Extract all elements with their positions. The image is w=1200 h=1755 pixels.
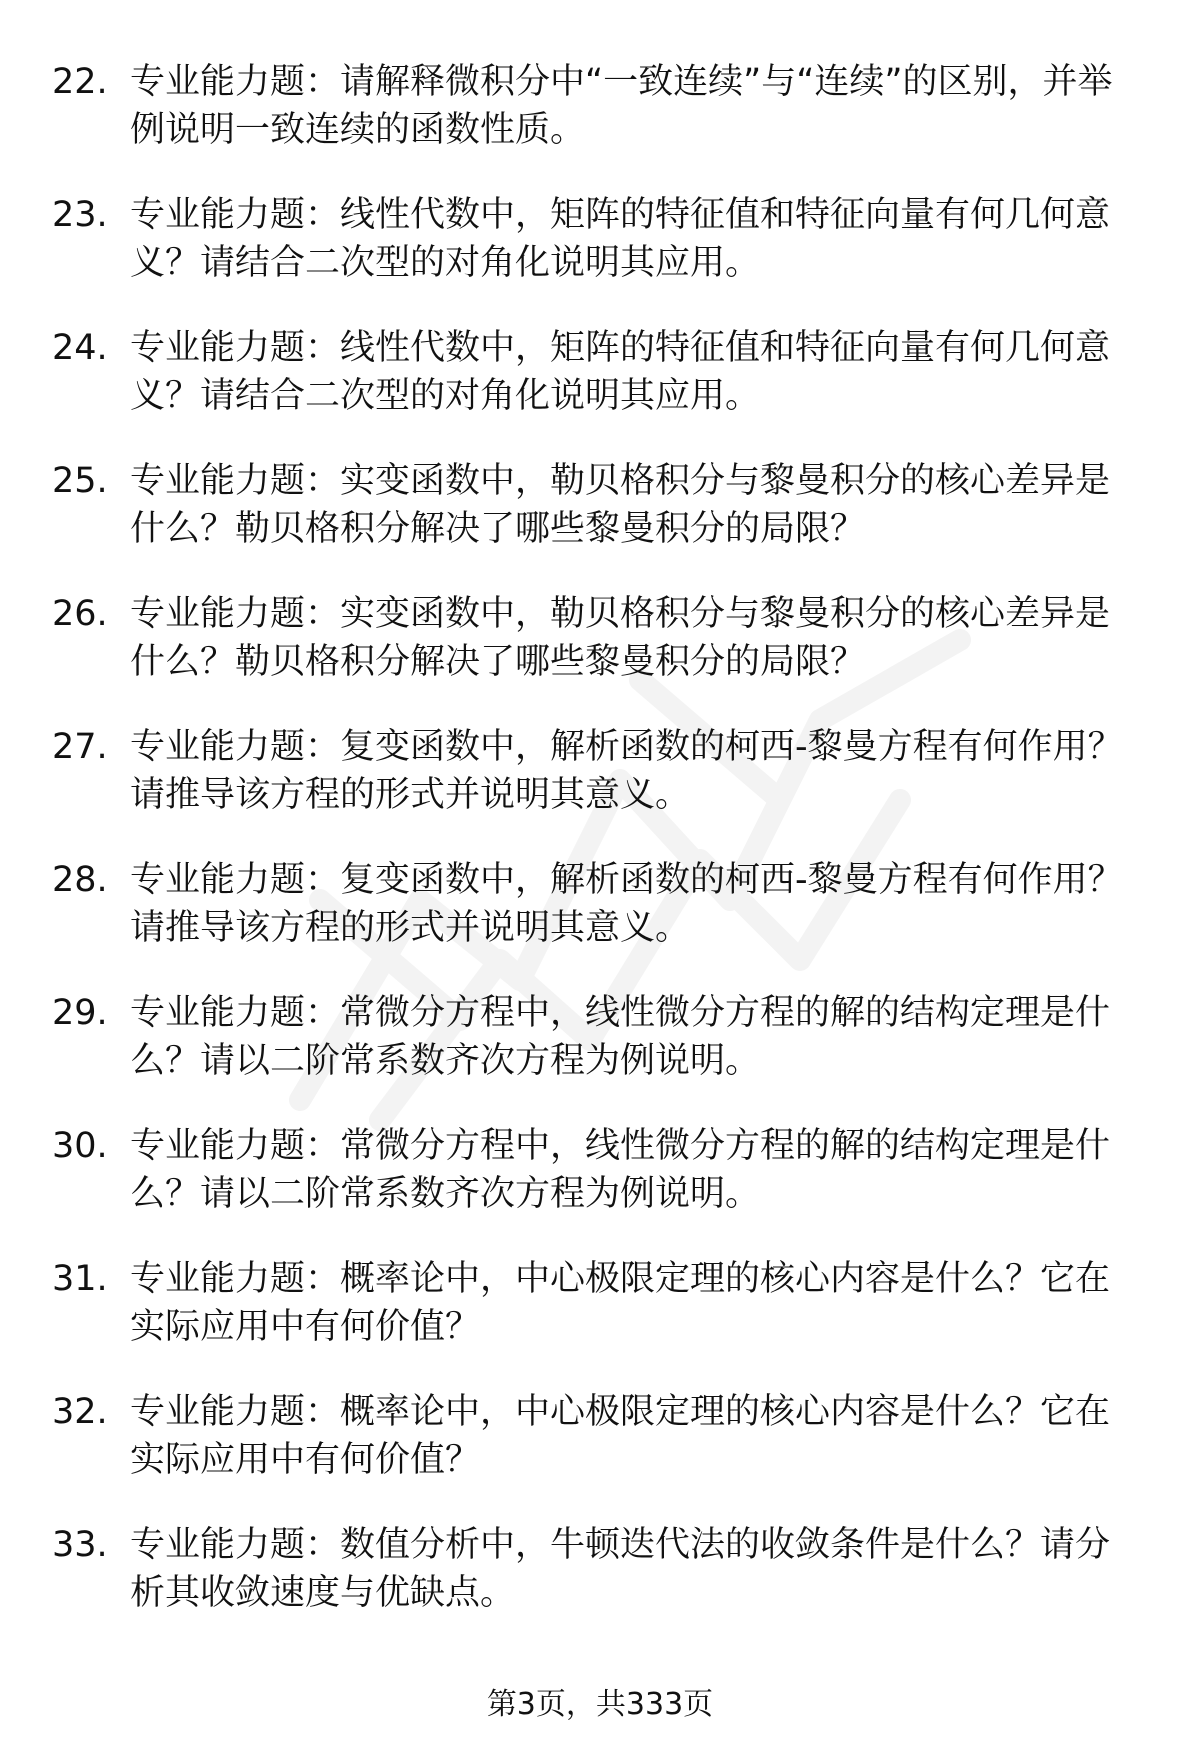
question-item xyxy=(52,1122,1152,1255)
page-footer: 第3页，共333页 xyxy=(486,1687,714,1722)
question-text: 专业能力题：复变函数中，解析函数的柯西-黎曼方程有何作用？请推导该方程的形式并说明其意义。 xyxy=(130,727,1123,815)
question-text: 专业能力题：概率论中，中心极限定理的核心内容是什么？它在实际应用中有何价值？ xyxy=(130,1392,1111,1480)
question-number: 28. xyxy=(52,860,108,900)
question-number: 29. xyxy=(52,993,108,1033)
question-number: 24. xyxy=(52,328,108,368)
question-list xyxy=(52,58,1152,1654)
question-text: 专业能力题：概率论中，中心极限定理的核心内容是什么？它在实际应用中有何价值？ xyxy=(130,1259,1111,1347)
question-text: 专业能力题：实变函数中，勒贝格积分与黎曼积分的核心差异是什么？勒贝格积分解决了哪些黎曼积分的局限？ xyxy=(130,594,1111,682)
question-item xyxy=(52,191,1152,324)
question-item xyxy=(52,457,1152,590)
question-text: 专业能力题：常微分方程中，线性微分方程的解的结构定理是什么？请以二阶常系数齐次方程为例说明。 xyxy=(130,1126,1111,1214)
question-text: 专业能力题：线性代数中，矩阵的特征值和特征向量有何几何意义？请结合二次型的对角化说明其应用。 xyxy=(130,195,1111,283)
question-number: 30. xyxy=(52,1126,108,1166)
question-item xyxy=(52,1255,1152,1388)
question-number: 26. xyxy=(52,594,108,634)
question-number: 25. xyxy=(52,461,108,501)
question-number: 27. xyxy=(52,727,108,767)
question-item xyxy=(52,723,1152,856)
question-number: 32. xyxy=(52,1392,108,1432)
question-item xyxy=(52,856,1152,989)
question-item xyxy=(52,1521,1152,1654)
question-text: 专业能力题：复变函数中，解析函数的柯西-黎曼方程有何作用？请推导该方程的形式并说明其意义。 xyxy=(130,860,1123,948)
question-text: 专业能力题：请解释微积分中“一致连续”与“连续”的区别，并举例说明一致连续的函数性质。 xyxy=(130,62,1113,150)
question-text: 专业能力题：常微分方程中，线性微分方程的解的结构定理是什么？请以二阶常系数齐次方程为例说明。 xyxy=(130,993,1111,1081)
question-number: 31. xyxy=(52,1259,108,1299)
question-number: 33. xyxy=(52,1525,108,1565)
question-text: 专业能力题：线性代数中，矩阵的特征值和特征向量有何几何意义？请结合二次型的对角化说明其应用。 xyxy=(130,328,1111,416)
question-text: 专业能力题：数值分析中，牛顿迭代法的收敛条件是什么？请分析其收敛速度与优缺点。 xyxy=(130,1525,1111,1613)
question-item xyxy=(52,58,1152,191)
question-item xyxy=(52,324,1152,457)
question-number: 23. xyxy=(52,195,108,235)
question-text: 专业能力题：实变函数中，勒贝格积分与黎曼积分的核心差异是什么？勒贝格积分解决了哪些黎曼积分的局限？ xyxy=(130,461,1111,549)
question-number: 22. xyxy=(52,62,108,102)
question-item xyxy=(52,590,1152,723)
question-item xyxy=(52,989,1152,1122)
question-item xyxy=(52,1388,1152,1521)
